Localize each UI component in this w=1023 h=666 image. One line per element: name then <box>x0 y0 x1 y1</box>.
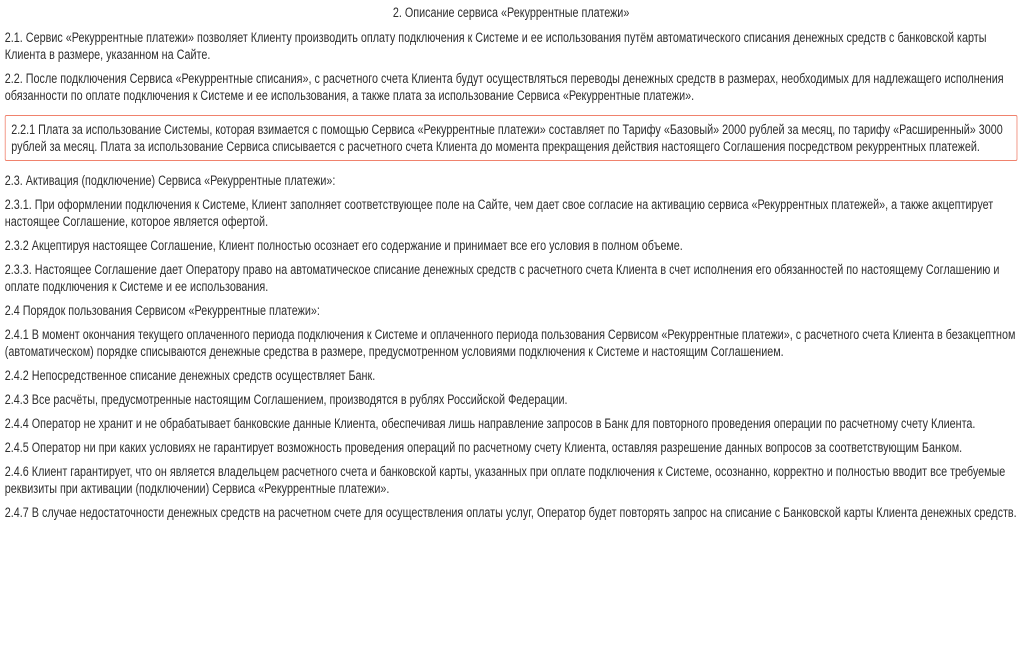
clause-2-3-2: 2.3.2 Акцептируя настоящее Соглашение, Клиент полностью осознает его содержание и принимает все его условия в полном объеме. <box>4 238 683 253</box>
document-title: 2. Описание сервиса «Рекуррентные платежи» <box>392 5 630 20</box>
clause-2-2-1-highlighted: 2.2.1 Плата за использование Системы, которая взимается с помощью Сервиса «Рекуррентные платежи» составляет по Тарифу «Базовый» 2000 рублей за месяц, по тарифу «Расширенный» 3000 рублей за месяц. Плата за использование Сервиса списывается с расчетного счета Клиента до момента прекращения действия настоящего Соглашения посредством рекуррентных платежей. <box>11 122 1003 154</box>
clause-2-3: 2.3. Активация (подключение) Сервиса «Рекуррентные платежи»: <box>4 173 336 188</box>
clause-2-1: 2.1. Сервис «Рекуррентные платежи» позволяет Клиенту производить оплату подключения к Системе и ее использования путём автоматического списания денежных средств с банковской карты Клиента в размере, указанном на Сайте. <box>4 30 987 62</box>
clause-2-3-1: 2.3.1. При оформлении подключения к Системе, Клиент заполняет соответствующее поле на Сайте, чем дает свое согласие на активацию сервиса «Рекуррентных платежей», а также акцептирует настоящее Соглашение, которое является офертой. <box>4 197 994 229</box>
clause-2-3-3: 2.3.3. Настоящее Соглашение дает Оператору право на автоматическое списание денежных средств с расчетного счета Клиента в счет исполнения его обязанностей по настоящему Соглашению и оплате подключения к Системе и ее использования. <box>4 262 1000 294</box>
clause-2-4-5: 2.4.5 Оператор ни при каких условиях не гарантирует возможность проведения операций по расчетному счету Клиента, оставляя разрешение данных вопросов за соответствующим Банком. <box>4 440 963 455</box>
highlight-box <box>5 115 1018 161</box>
clause-2-4-7: 2.4.7 В случае недостаточности денежных средств на расчетном счете для осуществления оплаты услуг, Оператор будет повторять запрос на списание с Банковской карты Клиента денежных средств. <box>4 505 1017 520</box>
clause-2-4-2: 2.4.2 Непосредственное списание денежных средств осуществляет Банк. <box>4 368 376 383</box>
clause-2-2: 2.2. После подключения Сервиса «Рекуррентные списания», с расчетного счета Клиента будут осуществляться переводы денежных средств в размерах, необходимых для надлежащего исполнения обязанности по оплате подключения к Системе и ее использования, а также плата за использование Сервиса «Рекуррентные платежи». <box>4 71 1004 103</box>
clause-2-4: 2.4 Порядок пользования Сервисом «Рекуррентные платежи»: <box>4 303 320 318</box>
clause-2-4-1: 2.4.1 В момент окончания текущего оплаченного периода подключения к Системе и оплаченного периода пользования Сервисом «Рекуррентные платежи», с расчетного счета Клиента в безакцептном (автоматическом) порядке списываются денежные средства в размере, предусмотренном условиями подключения к Системе и настоящим Соглашением. <box>4 327 1016 359</box>
clause-2-4-4: 2.4.4 Оператор не хранит и не обрабатывает банковские данные Клиента, обеспечивая лишь направление запросов в Банк для повторного проведения операции по расчетному счету Клиента. <box>4 416 976 431</box>
clause-2-4-6: 2.4.6 Клиент гарантирует, что он является владельцем расчетного счета и банковской карты, указанных при оплате подключения к Системе, осознанно, корректно и полностью вводит все требуемые реквизиты при активации (подключении) Сервиса «Рекуррентные платежи». <box>4 464 1006 496</box>
clause-2-4-3: 2.4.3 Все расчёты, предусмотренные настоящим Соглашением, производятся в рублях Российской Федерации. <box>4 392 568 407</box>
